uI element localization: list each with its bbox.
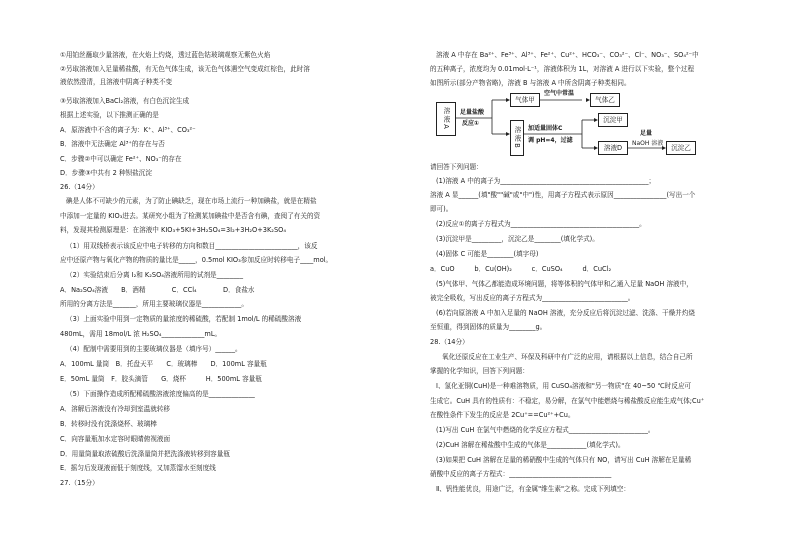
text-line: 液依然澄清，且溶液中阴离子种类不变 [60,78,173,86]
precipitate-b-box: 沉淀乙 [666,141,696,155]
option-line: D．用量筒量取浓硫酸后洗涤量筒并把洗涤液转移到容量瓶 [60,450,230,458]
option-line: E．50mL 量筒 F．胶头滴管 G．烧杯 H．500mL 容量瓶 [60,375,262,383]
text-line: ③另取溶液加入BaCl₂溶液，有白色沉淀生成 [60,97,190,105]
reagent-label: 足量盐酸 [460,109,485,116]
flow-arrows [434,90,744,165]
text-line: 的五种离子，浓度均为 0.01mol·L⁻¹，溶液体积为 1L，对溶液 A 进行以下实验，整个过程 [430,65,695,73]
option-line: A．原溶液中不含的离子为：K⁺、Al³⁺、CO₃²⁻ [60,126,196,134]
text-line: (1)溶液 A 中的离子为_____________________________________________； [436,177,656,185]
text-line: (2)反应①的离子方程式为_______________________________________。 [436,220,646,228]
text-line: (5)气体甲、气体乙都能造成环境问题，将等体积的气体甲和乙通入足量 NaOH 溶液中， [436,280,693,288]
text-line: 料，发现其检测原理是：在溶液中 KIO₃+5KI+3H₂SO₄=3I₂+3H₂O+3K₂SO₄ [60,226,286,234]
question-heading: 26.（14分） [60,183,99,191]
text-line: （1）用双线桥表示该反应中电子转移的方向和数目_________________________，该反 [66,242,318,250]
reagent-label: NaOH 溶液 [632,140,664,147]
text-line: (2)CuH 溶解在稀盐酸中生成的气体是____________(填化学式)。 [436,441,625,449]
solution-d-box: 溶液D [598,141,628,155]
text-line: 掌握的化学知识，回答下列问题： [430,367,529,375]
option-line: B．转移时没有洗涤烧杯、玻璃棒 [60,420,157,428]
option-line: B．溶液中无法确定 Al³⁺的存在与否 [60,140,165,148]
option-line: A．溶解后溶液没有冷却到室温就转移 [60,405,171,413]
reagent-label: 加适量固体C [528,125,563,132]
text-line: Ⅱ、钒性能优良，用途广泛，有金属"维生素"之称。完成下列填空： [436,485,630,493]
solution-a-box: 溶液A [436,102,456,136]
option-line: C．向容量瓶加水定容时眼睛俯视液面 [60,435,171,443]
reagent-label: 反应① [462,120,480,127]
text-line: 至恒重，得到固体的质量为________g。 [430,323,547,331]
question-heading: 28.（14分） [430,338,469,346]
gas-b-box: 气体乙 [590,93,620,107]
option-line: C．步骤②中可以确定 Fe²⁺、NO₃⁻的存在 [60,155,182,163]
precipitate-a-box: 沉淀甲 [598,113,628,127]
text-line: （4）配制中需要用到的主要玻璃仪器是（填序号）______。 [66,345,242,353]
text-line: 生成它。CuH 具有的性质有：不稳定，易分解，在氯气中能燃烧与稀盐酸反应能生成气体;Cu⁺ [430,397,705,405]
text-line: (3)如果把 CuH 溶解在足量的稀硝酸中生成的气体只有 NO，请写出 CuH 溶解在足量稀 [436,456,692,464]
gas-a-box: 气体甲 [510,93,540,107]
condition-label: 空气中常温 [544,90,575,97]
solution-b-box: 溶液B [510,120,524,156]
reagent-label: 足量 [640,130,653,137]
option-line: D．步骤③中共有 2 种钡盐沉淀 [60,169,152,177]
text-line: 硝酸中反应的离子方程式：_______________________________ [430,470,612,478]
text-line: 被完全吸收，写出反应的离子方程式为__________________________。 [430,294,635,302]
text-line: 所用的分离方法是_______，所用主要玻璃仪器是____________。 [60,300,248,308]
text-line: 480mL，需用 18mol/L 浓 H₂SO₄_____________mL。 [60,330,222,338]
text-line: 即可)。 [430,205,453,213]
text-line: 在酸性条件下发生的反应是 2Cu⁺==Cu²⁺+Cu。 [430,411,575,419]
text-line: 氧化还原反应在工业生产、环保及科研中有广泛的应用，请根据以上信息，结合自己所 [442,353,693,361]
text-line: Ⅰ、氢化亚铜(CuH)是一种难溶物质，用 CuSO₄溶液和"另一物质"在 40~50 ℃时反应可 [436,382,692,390]
text-line: 请回答下列问题： [430,163,483,171]
text-line: (4)固体 C 可能是________(填字母) [436,250,539,258]
option-line: E．摇匀后发现液面低于刻度线，又加蒸馏水至刻度线 [60,464,216,472]
option-line: a．CuO b．Cu(OH)₂ c．CuSO₄ d．CuCl₂ [430,265,612,273]
option-line: A．Na₂SO₄溶液 B．酒精 C．CCl₄ D．食盐水 [60,286,255,294]
text-line: 中添加一定量的 KIO₃进去。某研究小组为了检测某加碘盐中是否含有碘，查阅了有关的资 [60,212,321,220]
question-heading: 27.（15分） [60,479,99,487]
reagent-label: 调 pH=4，过滤 [528,137,573,144]
text-line: 根据上述实验，以下推测正确的是 [60,111,159,119]
text-line: 应中还原产物与氧化产物的物质的量比是_____，0.5mol KIO₃参加反应时转移电子____mol。 [60,256,333,264]
text-line: （5）下面操作造成所配稀硫酸溶液浓度偏高的是______________ [66,390,255,398]
text-line: （2）实验结束后分离 I₂和 K₂SO₄溶液所用的试剂是________ [66,271,244,279]
text-line: ②另取溶液加入足量稀盐酸，有无色气体生成，该无色气体遇空气变成红棕色，此时溶 [60,65,310,73]
text-line: (3)沉淀甲是_________，沉淀乙是________(填化学式)。 [436,235,599,243]
text-line: 碘是人体不可缺少的元素，为了防止碘缺乏，现在市场上流行一种加碘盐，就是在精盐 [66,197,317,205]
option-line: A．100mL 量筒 B．托盘天平 C．玻璃棒 D．100mL 容量瓶 [60,360,267,368]
text-line: ①用铂丝蘸取少量溶液，在火焰上灼烧，透过蓝色钴玻璃观察无紫色火焰 [60,51,271,59]
text-line: 如图所示(部分产物省略)，溶液 B 与溶液 A 中所含阴离子种类相同。 [430,79,631,87]
text-line: （3）上面实验中用到一定物质的量浓度的稀硫酸，若配制 1mol/L 的稀硫酸溶液 [66,315,302,323]
text-line: 溶液 A 中存在 Ba²⁺、Fe³⁺、Al³⁺、Fe²⁺、Cu²⁺、HCO₃⁻、CO₃²⁻、Cl⁻、NO₃⁻、SO₄²⁻中 [436,51,699,59]
text-line: (6)若向原溶液 A 中加入足量的 NaOH 溶液，充分反应后将沉淀过滤、洗涤、干燥并灼烧 [436,309,695,317]
text-line: 溶液 A 显______(填"酸""碱"或"中")性，用离子方程式表示原因________________(写出一个 [430,191,696,199]
text-line: (1)写出 CuH 在氯气中燃烧的化学反应方程式________________________。 [436,426,655,434]
